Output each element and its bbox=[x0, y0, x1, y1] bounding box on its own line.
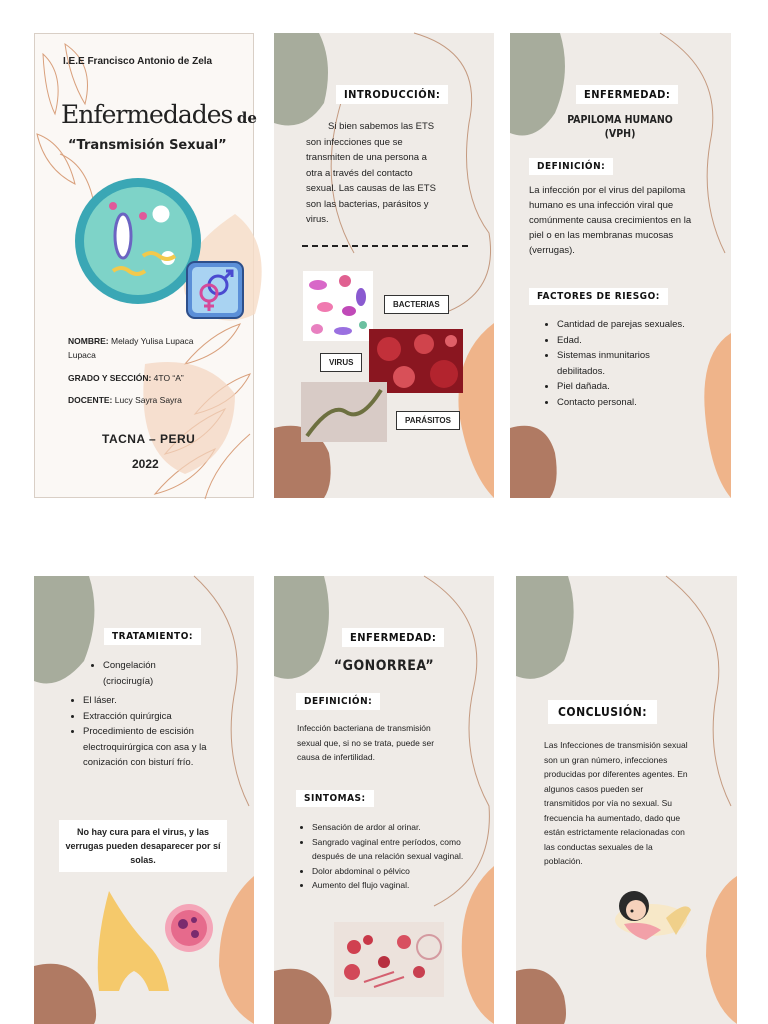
nombre-label: NOMBRE: bbox=[68, 336, 109, 346]
docente-line bbox=[68, 393, 182, 408]
tratamiento-panel bbox=[34, 576, 254, 1024]
cover-subtitle: “Transmisión Sexual” bbox=[68, 138, 227, 153]
list-item: • Extracción quirúrgica bbox=[83, 709, 208, 725]
bacteria-image bbox=[303, 271, 373, 341]
list-item: • Edad. bbox=[557, 333, 687, 349]
intro-text: Si bien sabemos las ETS son infecciones que se transmiten de una persona a otra a través del contacto sexual. Las causas de las ETS son las bacterias, parásitos y virus. bbox=[306, 121, 436, 225]
list-item: • Aumento del flujo vaginal. bbox=[312, 878, 482, 893]
grado-label: GRADO Y SECCIÓN: bbox=[68, 373, 152, 383]
conclusion-panel bbox=[516, 576, 737, 1024]
cover-title-de: de bbox=[236, 109, 257, 127]
tratamiento-note: No hay cura para el virus, y las verrugas pueden desaparecer por sí solas. bbox=[59, 820, 227, 872]
list-item: • Procedimiento de escisión electroquirúrgica con asa y la conización con bisturí frío. bbox=[83, 724, 208, 771]
list-item: • Piel dañada. bbox=[557, 379, 687, 395]
gonorrea-panel bbox=[274, 576, 494, 1024]
gonorrea-microscope-image bbox=[334, 922, 444, 997]
conclusion-text: Las Infecciones de transmisión sexual son un gran número, infecciones producidas por diferentes agentes. En algunos casos pueden ser transmitidos por vía no sexual. Su frecuencia ha aumentado, dado que están estrictamente relacionadas con las conductas sexuales de la población. bbox=[544, 740, 688, 866]
list-item: • Contacto personal. bbox=[557, 395, 687, 411]
cover-panel bbox=[34, 33, 257, 498]
label-parasitos: PARÁSITOS bbox=[396, 411, 460, 430]
list-item: • Dolor abdominal o pélvico bbox=[312, 864, 482, 879]
dashed-divider bbox=[302, 245, 468, 247]
cover-title bbox=[61, 100, 257, 129]
label-bacterias: BACTERIAS bbox=[384, 295, 449, 314]
gonorrea-definition-heading: DEFINICIÓN: bbox=[296, 693, 380, 710]
list-item: • Sangrado vaginal entre períodos, como después de una relación sexual vaginal. bbox=[312, 835, 482, 864]
vph-heading: ENFERMEDAD: bbox=[576, 85, 678, 104]
gonorrea-definition-text: Infección bacteriana de transmisión sexual que, si no se trata, puede ser causa de infertilidad. bbox=[297, 723, 435, 762]
grado-value: 4TO “A” bbox=[153, 373, 184, 383]
gender-symbol-icon bbox=[185, 260, 245, 320]
place: TACNA – PERU bbox=[102, 432, 196, 446]
vph-definition-text: La infección por el virus del papiloma humano es una infección viral que comúnmente causa crecimientos en la piel o en las membranas mucosas (verrugas). bbox=[529, 185, 692, 256]
parasite-image bbox=[301, 382, 387, 442]
list-item: • El láser. bbox=[83, 693, 208, 709]
vph-name bbox=[540, 113, 700, 141]
vph-name-line2: (VPH) bbox=[604, 128, 636, 140]
vph-risk-list bbox=[541, 317, 687, 410]
list-item: • Cantidad de parejas sexuales. bbox=[557, 317, 687, 333]
docente-value: Lucy Sayra Sayra bbox=[114, 395, 182, 405]
intro-panel bbox=[274, 33, 494, 498]
school-name: I.E.E Francisco Antonio de Zela bbox=[63, 56, 213, 67]
tratamiento-heading: TRATAMIENTO: bbox=[104, 628, 201, 645]
reading-girl-illustration bbox=[606, 880, 696, 950]
vph-panel bbox=[510, 33, 731, 498]
list-item: • Sistemas inmunitarios debilitados. bbox=[557, 348, 687, 379]
gonorrea-symptoms-heading: SINTOMAS: bbox=[296, 790, 374, 807]
vph-name-line1: PAPILOMA HUMANO bbox=[567, 114, 673, 126]
cover-title-main: Enfermedades bbox=[61, 100, 233, 129]
label-virus: VIRUS bbox=[320, 353, 362, 372]
vph-risk-heading: FACTORES DE RIESGO: bbox=[529, 288, 668, 305]
tratamiento-first-list bbox=[87, 658, 193, 689]
grado-line bbox=[68, 371, 184, 386]
docente-label: DOCENTE: bbox=[68, 395, 113, 405]
body-illustration bbox=[99, 886, 219, 996]
conclusion-heading: CONCLUSIÓN: bbox=[548, 700, 657, 724]
list-item: • Congelación (criocirugía) bbox=[103, 658, 193, 689]
tratamiento-list bbox=[67, 693, 208, 771]
gonorrea-heading: ENFERMEDAD: bbox=[342, 628, 444, 647]
vph-definition-heading: DEFINICIÓN: bbox=[529, 158, 613, 175]
gonorrea-symptom-list bbox=[296, 820, 482, 893]
list-item: • Sensación de ardor al orinar. bbox=[312, 820, 482, 835]
year: 2022 bbox=[132, 457, 159, 471]
nombre-line bbox=[68, 334, 218, 362]
intro-heading: INTRODUCCIÓN: bbox=[336, 85, 448, 104]
nombre-value: Melady Yulisa Lupaca Lupaca bbox=[68, 336, 194, 360]
gonorrea-name: “GONORREA” bbox=[333, 658, 435, 674]
